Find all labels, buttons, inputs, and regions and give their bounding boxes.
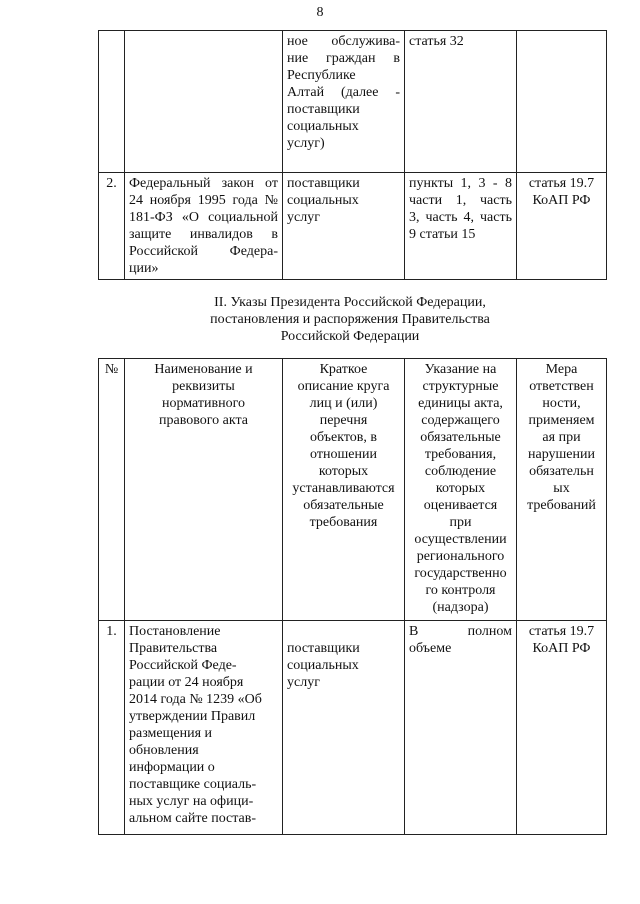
text-line: (надзора) [432, 600, 489, 615]
text-line: утверждении Правил [129, 709, 256, 724]
text-line: обязательн [529, 464, 594, 479]
subjects-description-cell [283, 621, 405, 835]
header-subjects-description [283, 359, 405, 621]
text-line: ции» [129, 261, 159, 276]
legal-acts-table-continued [98, 30, 607, 280]
act-name-cell [125, 173, 283, 280]
text-line: поставщики [287, 102, 360, 117]
text-line: которых [435, 481, 486, 496]
text-line [287, 623, 400, 640]
subjects-description-cell [283, 31, 405, 173]
text-line: Российской Федера- [129, 244, 278, 259]
text-line: го контроля [425, 583, 496, 598]
text-line: соблюдение [424, 464, 497, 479]
text-line: ая при [542, 430, 581, 445]
text-line: 24 ноября 1995 года № [129, 193, 278, 208]
text-line: требования [309, 515, 378, 530]
text-line: 3, часть 4, часть [409, 210, 512, 225]
subjects-description-cell [283, 173, 405, 280]
text-line: постановления и распоряжения Правительства [210, 312, 490, 327]
text-line: альном сайте постав- [129, 811, 257, 826]
text-line: II. Указы Президента Российской Федерации, [214, 295, 486, 310]
text-line: Республике [287, 68, 356, 83]
text-line: Краткое [319, 362, 368, 377]
text-line: при [449, 515, 472, 530]
decrees-table [98, 358, 607, 835]
text-line: регионального [416, 549, 505, 564]
structural-units-cell [405, 173, 517, 280]
act-name-cell [125, 31, 283, 173]
text-line: 9 статьи 15 [409, 227, 476, 242]
text-line: государственно [414, 566, 507, 581]
table-row [99, 173, 607, 280]
text-line: требования, [424, 447, 497, 462]
text-line: 181-ФЗ «О социальной [129, 210, 278, 225]
text-line: ное обслужива- [287, 34, 400, 49]
text-line: оценивается [423, 498, 498, 513]
text-line: Указание на [424, 362, 497, 377]
row-number-cell [99, 31, 125, 173]
text-line: КоАП РФ [532, 641, 591, 656]
text-line: В полном [409, 624, 512, 639]
text-line: отношении [310, 447, 377, 462]
text-line: Постановление [129, 624, 221, 639]
text-line: услуг) [287, 136, 325, 151]
act-name-cell [125, 621, 283, 835]
structural-units-cell [405, 31, 517, 173]
text-line: перечня [319, 413, 368, 428]
text-line: которых [318, 464, 369, 479]
text-line: обязательные [303, 498, 384, 513]
responsibility-cell [517, 31, 607, 173]
text-line: осуществлении [414, 532, 507, 547]
text-line: устанавливаются [292, 481, 395, 496]
text-line: социальных [287, 658, 359, 673]
text-line: социальных [287, 193, 359, 208]
header-structural-units [405, 359, 517, 621]
text-line: Правительства [129, 641, 218, 656]
text-line: ответствен [529, 379, 594, 394]
text-line: услуг [287, 675, 320, 690]
text-line: содержащего [421, 413, 500, 428]
text-line: пункты 1, 3 - 8 [409, 176, 512, 191]
text-line: рации от 24 ноября [129, 675, 244, 690]
text-line: требований [527, 498, 596, 513]
responsibility-cell [517, 173, 607, 280]
section-heading [150, 294, 550, 345]
text-line: ных услуг на офици- [129, 794, 254, 809]
header-act-name [125, 359, 283, 621]
text-line: 2014 года № 1239 «Об [129, 692, 262, 707]
text-line: объеме [409, 641, 452, 656]
text-line: статья 32 [409, 34, 464, 49]
text-line: информации о [129, 760, 215, 775]
text-line: ние граждан в [287, 51, 400, 66]
text-line: правового акта [159, 413, 248, 428]
text-line: поставщике социаль- [129, 777, 257, 792]
text-line: Мера [545, 362, 578, 377]
text-line: объектов, в [310, 430, 377, 445]
page-number: 8 [316, 5, 324, 20]
text-line: ности, [542, 396, 581, 411]
text-line: услуг [287, 210, 320, 225]
text-line: статья 19.7 [528, 624, 595, 639]
text-line: Российской Федерации [280, 329, 420, 344]
text-line: структурные [422, 379, 499, 394]
header-responsibility [517, 359, 607, 621]
table-row [99, 31, 607, 173]
text-line: единицы акта, [418, 396, 503, 411]
text-line: защите инвалидов в [129, 227, 278, 242]
text-line: применяем [528, 413, 595, 428]
text-line: размещения и [129, 726, 213, 741]
text-line: нормативного [161, 396, 245, 411]
header-number: № [99, 359, 125, 621]
text-line: поставщики [287, 176, 360, 191]
text-line: лиц и (или) [309, 396, 378, 411]
table-header-row [99, 359, 607, 621]
responsibility-cell [517, 621, 607, 835]
text-line: обязательные [420, 430, 501, 445]
text-line: Федеральный закон от [129, 176, 278, 191]
table-row [99, 621, 607, 835]
row-number-cell: 2. [99, 173, 125, 280]
text-line: Алтай (далее - [287, 85, 400, 100]
text-line: поставщики [287, 641, 360, 656]
text-line: Наименование и [154, 362, 253, 377]
structural-units-cell [405, 621, 517, 835]
text-line: КоАП РФ [532, 193, 591, 208]
text-line: ых [553, 481, 570, 496]
text-line: части 1, часть [409, 193, 512, 208]
text-line: обновления [129, 743, 199, 758]
text-line: описание круга [297, 379, 390, 394]
text-line: нарушении [528, 447, 595, 462]
text-line: социальных [287, 119, 359, 134]
text-line: реквизиты [172, 379, 235, 394]
text-line: Российской Феде- [129, 658, 237, 673]
row-number-cell: 1. [99, 621, 125, 835]
text-line: статья 19.7 [528, 176, 595, 191]
